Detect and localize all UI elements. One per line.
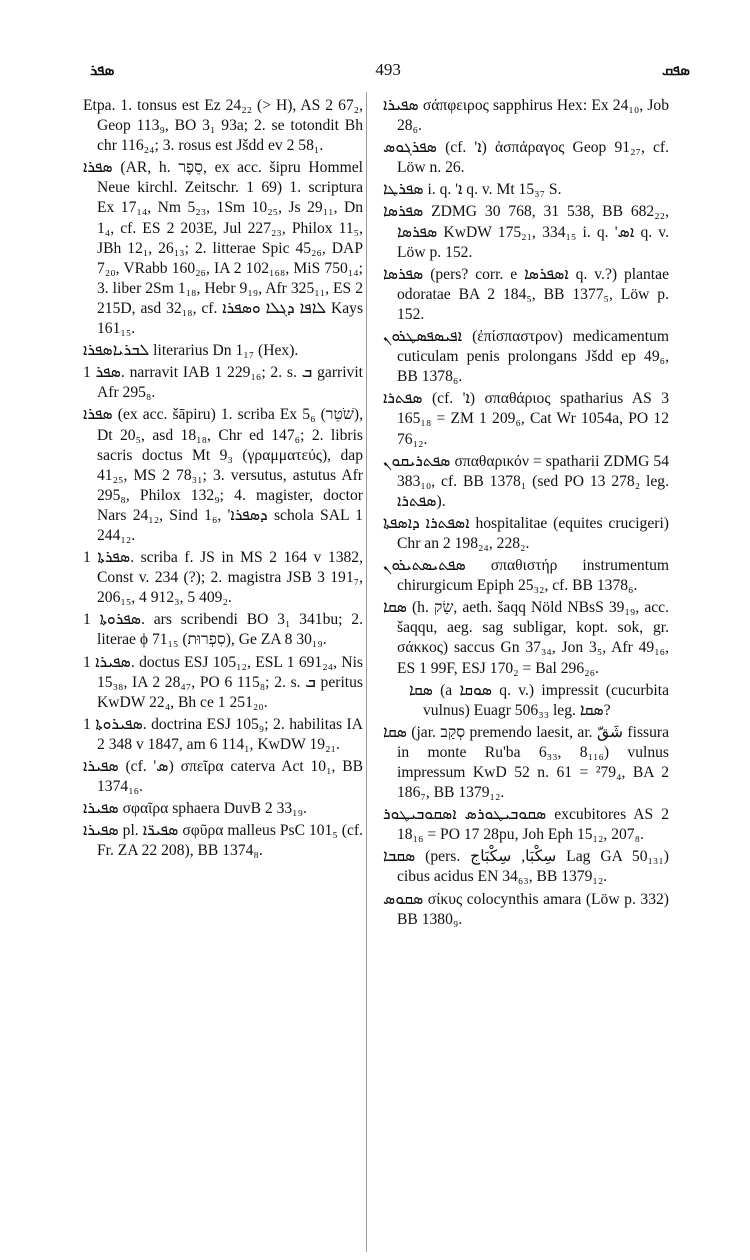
dictionary-entry: ܣܦܪܣܐ (pers? corr. e ܐܣܦܪܣܐ q. v.?) plantae odoratae BA 2 184₅, BB 1377₅, Löw p. 152. bbox=[383, 265, 669, 323]
dictionary-entry: ܣܦܪܐ (AR, h. סֵפֶר, ex acc. šipru Hommel Neue kirchl. Zeitschr. 1 69) 1. scriptura Ex 17₁₄, Nm 5₂₃, 1Sm 10₂₅, Js 29₁₁, Dn 1₄, cf. ES 2 203E, Jul 227₂₃, Philox 11₅, JBh 12₁, 26₁₃; 2. litterae Spic 45₂₆, DAP 7₂₀, VRabb 160₂₆, IA 2 102₁₆₈, MiS 750₁₄; 3. liber 2Sm 1₁₈, Hebr 9₁₉, Afr 325₁₁, ES 2 215D, asd 32₁₈, cf. ܠܐܦܐ ܕܓܠܐ ܘܣܦܪܐ Kays 161₁₅. bbox=[83, 159, 364, 338]
dictionary-entry: ܣܦܬܝܣܬܝܪܘܢ σπαθιστήρ instrumentum chirurgicum Epiph 25₃₂, cf. BB 1378₆. bbox=[383, 557, 669, 595]
dictionary-entry: ܣܦܝܪܐ pl. ܣܦܝܪ̈ܐ σφῦρα malleus PsC 101₅ (cf. Fr. ZA 22 208), BB 1374₈. bbox=[83, 822, 364, 860]
dictionary-entry: ܣܩܐ (h. שַׂק, aeth. šaqq Nöld NBsS 39₁₉, acc. šaqqu, aeg. sag subligar, kopt. sok, gr. σάκκος) saccus Gn 37₃₄, Jon 3₅, Afr 49₁₆, ES 1 99F, ESJ 170₂ = Bal 296₂₆. bbox=[383, 599, 669, 677]
dictionary-entry: ܣܩܐ (jar. סְקַב premendo laesit, ar. شَقّ fissura in monte Ru'ba 6₃₃, 8₁₁₆) vulnus impressum KwD 52 n. 61 = ²79₄, BA 2 186₇, BB 1379₁₂. bbox=[383, 723, 669, 802]
dictionary-entry: ܠܒܪܝܐܣܦܪܐ literarius Dn 1₁₇ (Hex). bbox=[83, 342, 299, 360]
dictionary-entry: ܣܦܝܪܘܬܐ 1. doctrina ESJ 105₉; 2. habilitas IA 2 348 v 1847, am 6 114₁, KwDW 19₂₁. bbox=[83, 715, 363, 753]
running-head-right: ܣܦܩ bbox=[661, 61, 690, 79]
dictionary-entry: ܣܦܪܓܘܣ (cf. 'ܐ) ἀσπάραγος Geop 91₂₇, cf. Löw n. 26. bbox=[383, 139, 670, 177]
dictionary-entry: ܣܦܝܪܐ σφαῖρα sphaera DuvB 2 33₁₉. bbox=[83, 800, 307, 818]
left-column bbox=[83, 96, 363, 863]
dictionary-entry: ܣܩܘܣ σίκυς colocynthis amara (Löw p. 332) BB 1380₉. bbox=[383, 890, 669, 928]
dictionary-entry: ܐܦܝܣܦܣܛܪܘܢ (ἐπίσπαστρον) medicamentum cuticulam penis prolongans Jšdd ep 49₆, BB 1378₆. bbox=[383, 328, 669, 386]
dictionary-subentry: ܣܩܐ (a ܣܘܩܐ q. v.) impressit (cucurbita vulnus) Euagr 506₃₃ leg. ܣܩܐ? bbox=[409, 681, 669, 719]
dictionary-entry: ܣܦܪܬܐ 1. scriba f. JS in MS 2 164 v 1382, Const v. 234 (?); 2. magistra JSB 3 191₇, 206₁₅, 4 912₃, 5 409₂. bbox=[83, 549, 363, 607]
dictionary-entry: ܣܦܪܛܐ i. q. 'ܐ q. v. Mt 15₃₇ S. bbox=[383, 181, 562, 199]
dictionary-entry: ܣܩܒܐ (pers. سِكْبَا, سِكْبَاج Lag GA 50₁₃₁) cibus acidus EN 34₆₃, BB 1379₁₂. bbox=[383, 848, 669, 886]
dictionary-entry: ܐܣܦܬܪܐ ܕܐܣܦܬܐ hospitalitae (equites crucigeri) Chr an 2 198₂₄, 228₂. bbox=[383, 514, 669, 552]
page-header bbox=[90, 58, 690, 82]
dictionary-entry: ܣܦܪܣܐ ZDMG 30 768, 31 538, BB 682₂₂, ܣܦܪܣܐ KwDW 175₂₁, 334₁₅ i. q. 'ܐܣ q. v. Löw p. 152. bbox=[383, 203, 669, 261]
dictionary-entry: ܣܦܪܐ (ex acc. šāpiru) 1. scriba Ex 5₆ (שֹׁטֵר), Dt 20₅, asd 18₁₈, Chr ed 147₆; 2. libris sacris doctus Mt 9₃ (γραμματεύς), dap 41₂₅, MS 2 78₃₁; 3. versutus, astutus Afr 295₈, Philox 132₉; 4. magister, doctor Nars 24₁₂, Sind 1₆, 'ܕܣܦܪܐ schola SAL 1 244₁₂. bbox=[83, 406, 363, 544]
dictionary-entry: ܣܩܘܒܝܛܘܪܣ ܐܣܩܘܒܝܛܘܪ excubitores AS 2 18₁₆ = PO 17 28pu, Joh Eph 15₁₂, 207₈. bbox=[383, 806, 669, 844]
dictionary-entry: ܣܦܬܪܝܩܘܢ σπαθαρικόν = spatharii ZDMG 54 383₁₀, cf. BB 1378₁ (sed PO 13 278₂ leg. ܣܦܬܪܐ). bbox=[383, 452, 669, 510]
running-head-left: ܣܦܪ bbox=[90, 61, 115, 79]
dictionary-entry: ܣܦܪܘܬܐ 1. ars scribendi BO 3₁ 341bu; 2. literae ϕ 71₁₅ (סִפְרוּת), Ge ZA 8 30₁₉. bbox=[83, 611, 363, 649]
column-divider bbox=[366, 92, 367, 1252]
dictionary-entry: ܣܦܝܪܐ σάπφειρος sapphirus Hex: Ex 24₁₀, Job 28₆. bbox=[383, 97, 669, 135]
dictionary-entry: ܣܦܝܪܐ (cf. 'ܣ) σπεῖρα caterva Act 10₁, BB 1374₁₆. bbox=[83, 758, 363, 796]
dictionary-entry: ܣܦܪ 1. narravit IAB 1 229₁₆; 2. s. ܒ garrivit Afr 295₈. bbox=[83, 364, 363, 402]
dictionary-entry: Etpa. 1. tonsus est Ez 24₂₂ (> H), AS 2 67₂, Geop 113₉, BO 3₁ 93a; 2. se totondit Bh chr 116₂₄; 3. rosus est Jšdd ev 2 58₁. bbox=[83, 97, 363, 155]
page-number: 493 bbox=[375, 60, 401, 79]
right-column bbox=[383, 96, 669, 932]
dictionary-entry: ܣܦܝܪܐ 1. doctus ESJ 105₁₂, ESL 1 691₂₄, Nis 15₃₈, IA 2 28₄₇, PO 6 115₈; 2. s. ܒ peritus KwDW 22₄, Bh ce 1 251₂₀. bbox=[83, 653, 363, 711]
dictionary-entry: ܣܦܬܪܐ (cf. 'ܐ) σπαθάριος spatharius AS 3 165₁₈ = ZM 1 209₆, Cat Wr 1054a, PO 12 76₁₂. bbox=[383, 390, 670, 448]
